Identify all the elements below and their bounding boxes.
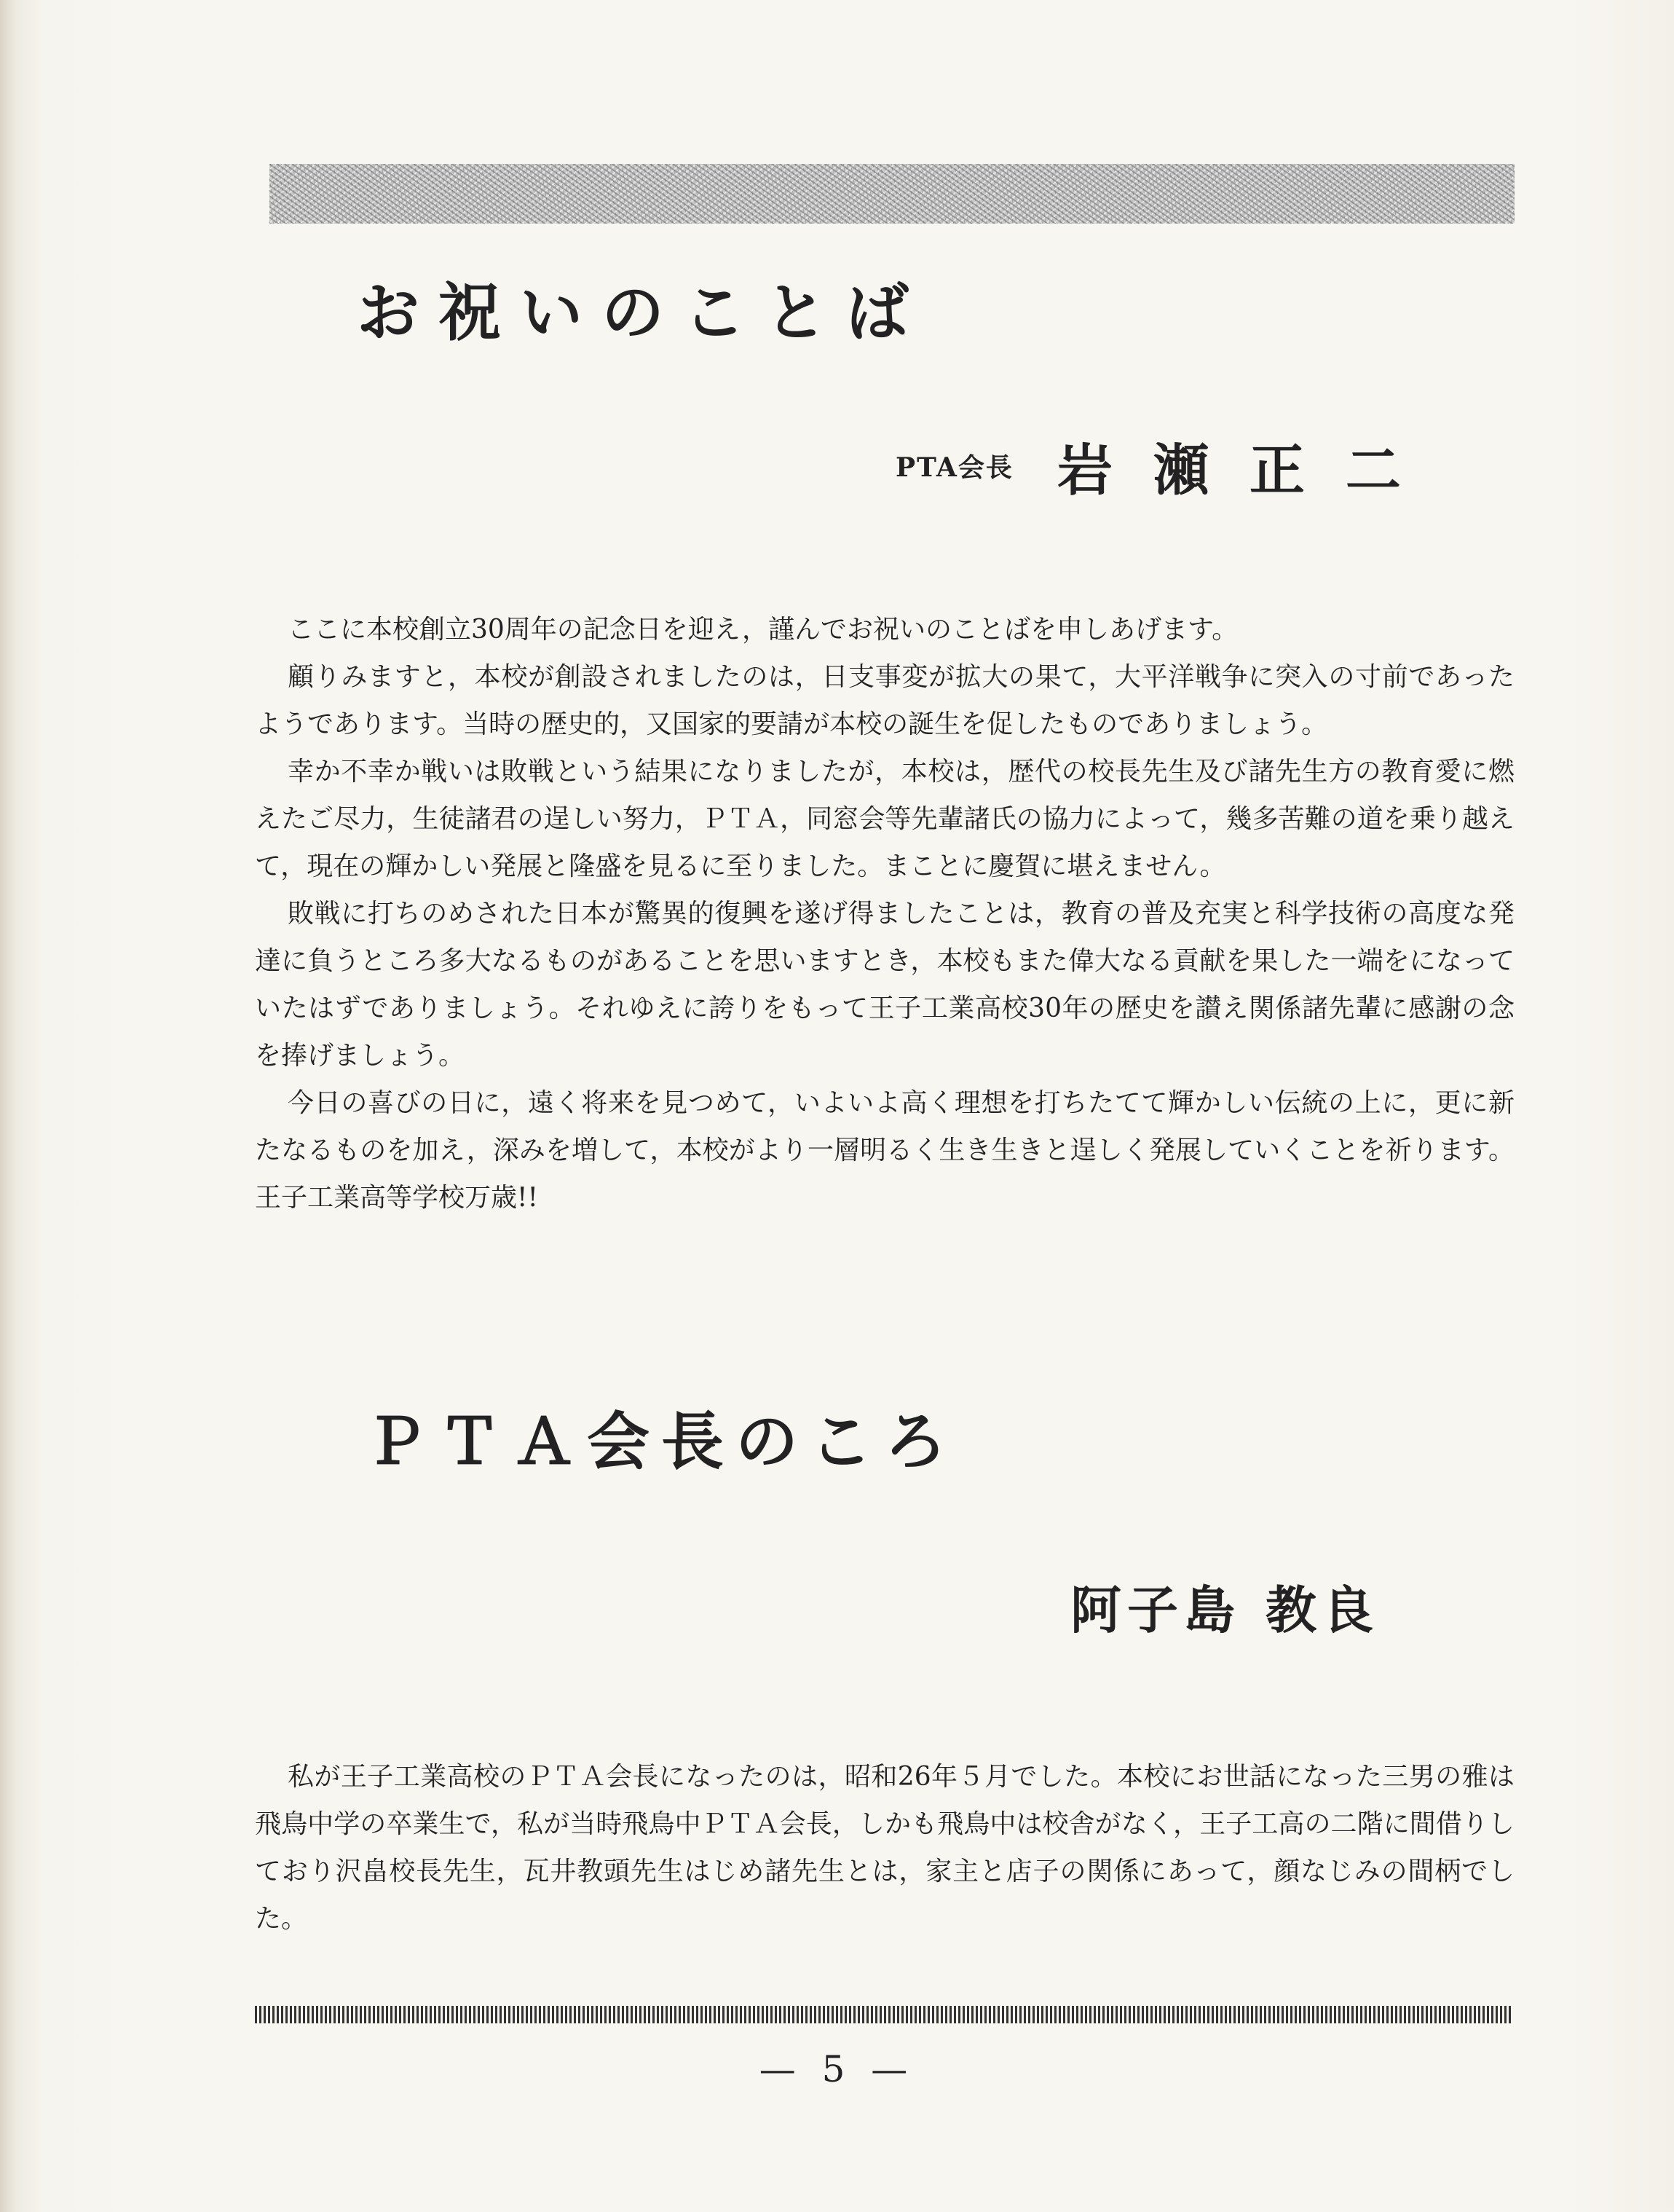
- paragraph: 幸か不幸か戦いは敗戦という結果になりましたが，本校は，歴代の校長先生及び諸先生方の教育愛に燃えたご尽力，生徒諸君の逞しい努力，ＰＴＡ，同窓会等先輩諸氏の協力によって，幾多苦難の道を乗り越えて，現在の輝かしい発展と隆盛を見るに至りました。まことに慶賀に堪えません。: [255, 757, 1515, 881]
- decorative-header-band: [269, 164, 1515, 224]
- paragraph: 顧りみますと，本校が創設されましたのは，日支事変が拡大の果て，大平洋戦争に突入の寸前であったようであります。当時の歴史的，又国家的要請が本校の誕生を促したものでありましょう。: [255, 662, 1515, 739]
- author-name: 岩瀬正二: [1057, 438, 1442, 503]
- article-1-body: [255, 606, 1515, 1221]
- paragraph: 今日の喜びの日に，遠く将来を見つめて，いよいよ高く理想を打ちたてて輝かしい伝統の上に，更に新たなるものを加え，深みを増して，本校がより一層明るく生き生きと逞しく発展していくことを祈ります。王子工業高等学校万歳!!: [255, 1088, 1515, 1213]
- paragraph: ここに本校創立30周年の記念日を迎え，謹んでお祝いのことばを申しあげます。: [288, 615, 1239, 645]
- article-2-body: [255, 1753, 1515, 1943]
- author-given-name: 教良: [1266, 1580, 1379, 1640]
- paragraph: 私が王子工業高校のＰＴＡ会長になったのは，昭和26年５月でした。本校にお世話になった三男の雅は飛鳥中学の卒業生で，私が当時飛鳥中ＰＴＡ会長，しかも飛鳥中は校舎がなく，王子工高の二階に間借りしており沢畠校長先生，瓦井教頭先生はじめ諸先生とは，家主と店子の関係にあって，顔なじみの間柄でした。: [255, 1762, 1515, 1934]
- binding-edge: [0, 0, 16, 2212]
- page-number: — 5 —: [759, 2048, 915, 2090]
- author-role: PTA会長: [896, 452, 1014, 483]
- article-1-byline: [896, 426, 1442, 505]
- decorative-footer-rule: [255, 2006, 1511, 2023]
- author-surname: 阿子島: [1070, 1580, 1241, 1640]
- article-2-byline: [1070, 1570, 1379, 1643]
- article-1-title: お祝いのことば: [357, 276, 928, 350]
- paragraph: 敗戦に打ちのめされた日本が驚異的復興を遂げ得ましたことは，教育の普及充実と科学技術の高度な発達に負うところ多大なるものがあることを思いますとき，本校もまた偉大なる貢献を果した一端をになっていたはずでありましょう。それゆえに誇りをもって王子工業高校30年の歴史を讃え関係諸先輩に感謝の念を捧げましょう。: [255, 899, 1515, 1071]
- article-2-title: ＰＴＡ会長のころ: [364, 1405, 958, 1479]
